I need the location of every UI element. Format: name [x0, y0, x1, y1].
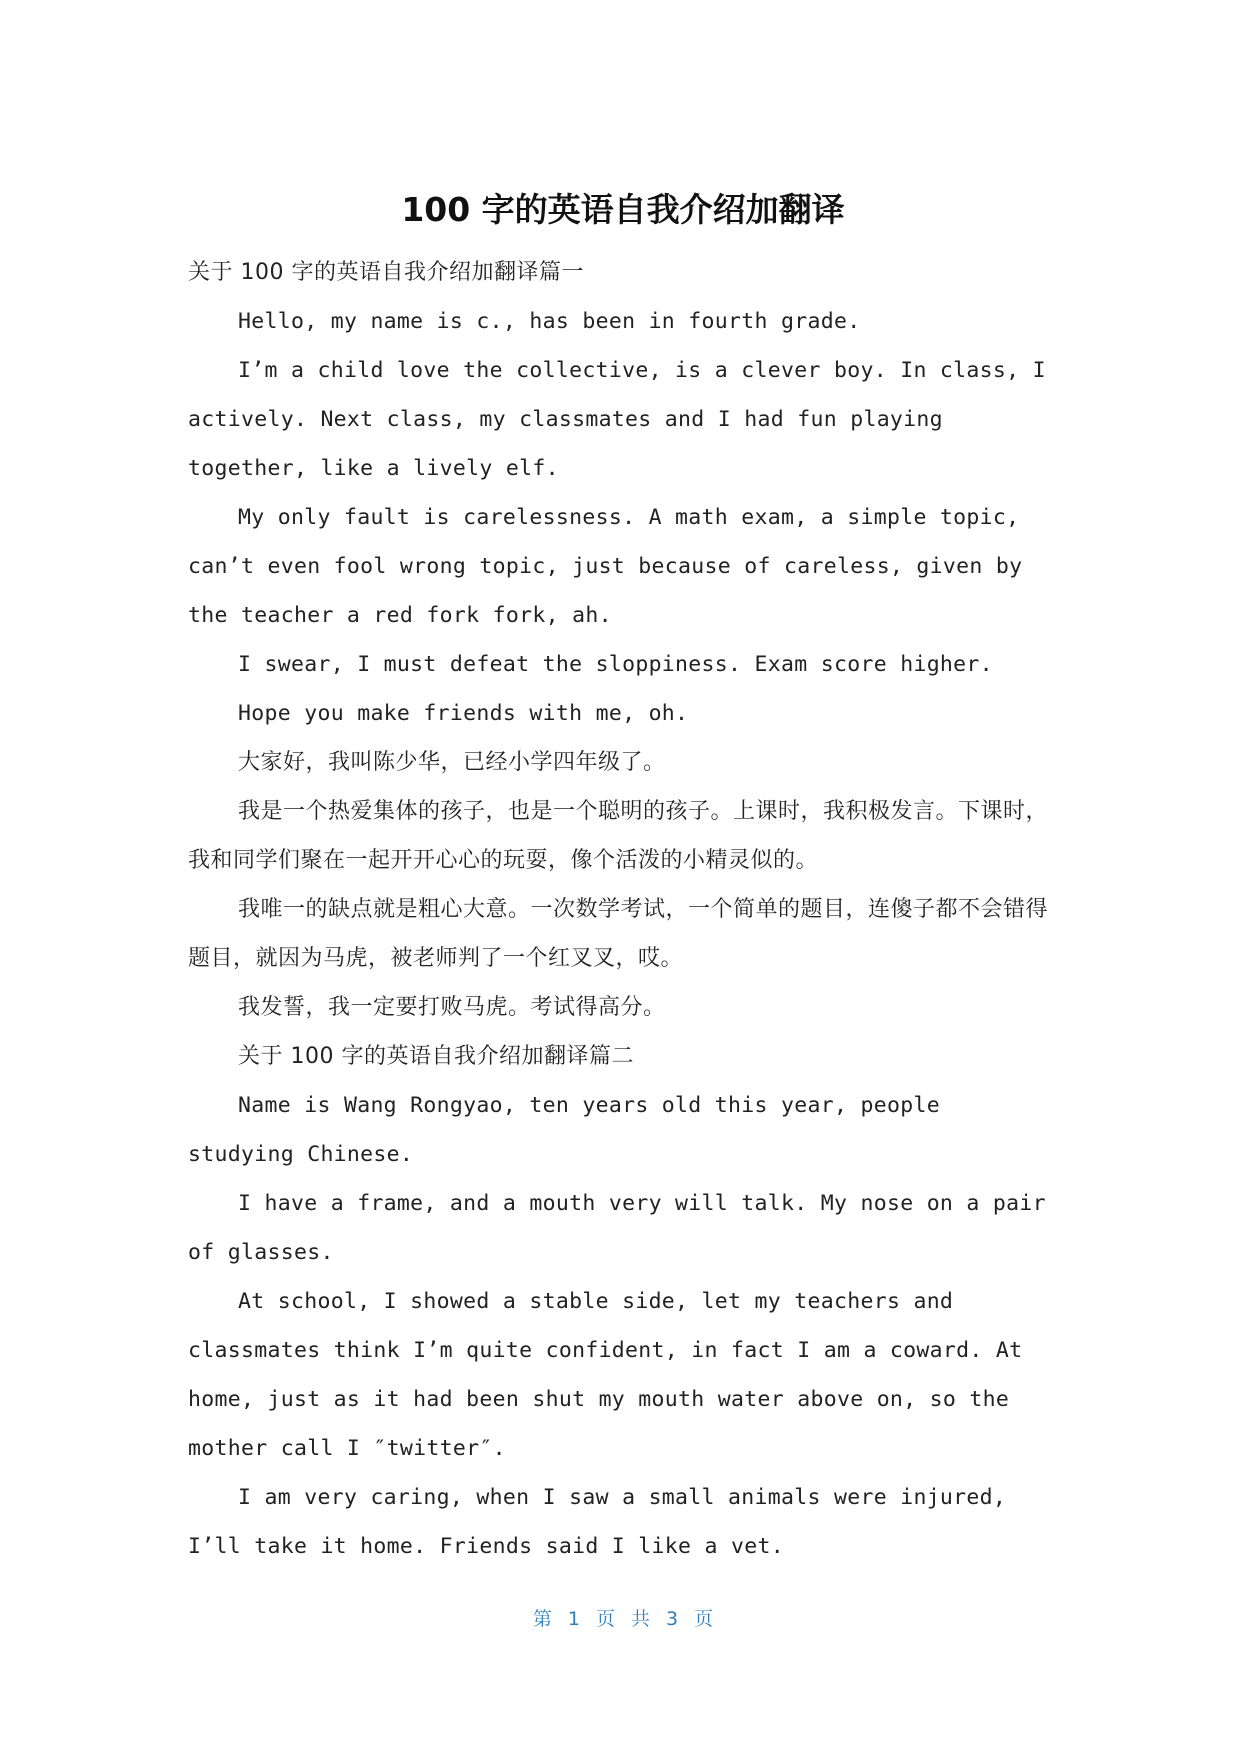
paragraph: 我唯一的缺点就是粗心大意。一次数学考试，一个简单的题目，连傻子都不会错得题目，就因为马虎，被老师判了一个红叉叉，哎。 [188, 897, 1049, 971]
paragraph: 我发誓，我一定要打败马虎。考试得高分。 [238, 995, 666, 1020]
paragraph: Hope you make friends with me, oh. [238, 701, 689, 726]
paragraph: I swear, I must defeat the sloppiness. Exam score higher. [238, 652, 993, 677]
paragraph: Hello, my name is c., has been in fourth grade. [238, 309, 861, 334]
section-heading-1: 关于 100 字的英语自我介绍加翻译篇一 [188, 260, 584, 285]
document-title: 100 字的英语自我介绍加翻译 [401, 190, 845, 229]
document-page [188, 0, 1058, 1753]
paragraph: At school, I showed a stable side, let my teachers and classmates think I’m quite confident, in fact I am a coward. At home, just as it had been shut my mouth water above on, so the mother call I ″twitter″. [188, 1289, 1023, 1461]
paragraph: 我是一个热爱集体的孩子，也是一个聪明的孩子。上课时，我积极发言。下课时，我和同学们聚在一起开开心心的玩耍，像个活泼的小精灵似的。 [188, 799, 1049, 873]
paragraph: I’m a child love the collective, is a clever boy. In class, I actively. Next class, my classmates and I had fun playing together, like a lively elf. [188, 358, 1046, 481]
section-heading-2: 关于 100 字的英语自我介绍加翻译篇二 [238, 1044, 634, 1069]
paragraph: I am very caring, when I saw a small animals were injured, I’ll take it home. Friends said I like a vet. [188, 1485, 1007, 1559]
paragraph: My only fault is carelessness. A math exam, a simple topic, can’t even fool wrong topic, just because of careless, given by the teacher a red fork fork, ah. [188, 505, 1023, 628]
page-number-footer: 第 1 页 共 3 页 [532, 1608, 714, 1630]
document-body [188, 248, 1058, 1571]
paragraph: Name is Wang Rongyao, ten years old this year, people studying Chinese. [188, 1093, 940, 1167]
paragraph: 大家好，我叫陈少华，已经小学四年级了。 [238, 750, 666, 775]
paragraph: I have a frame, and a mouth very will talk. My nose on a pair of glasses. [188, 1191, 1046, 1265]
